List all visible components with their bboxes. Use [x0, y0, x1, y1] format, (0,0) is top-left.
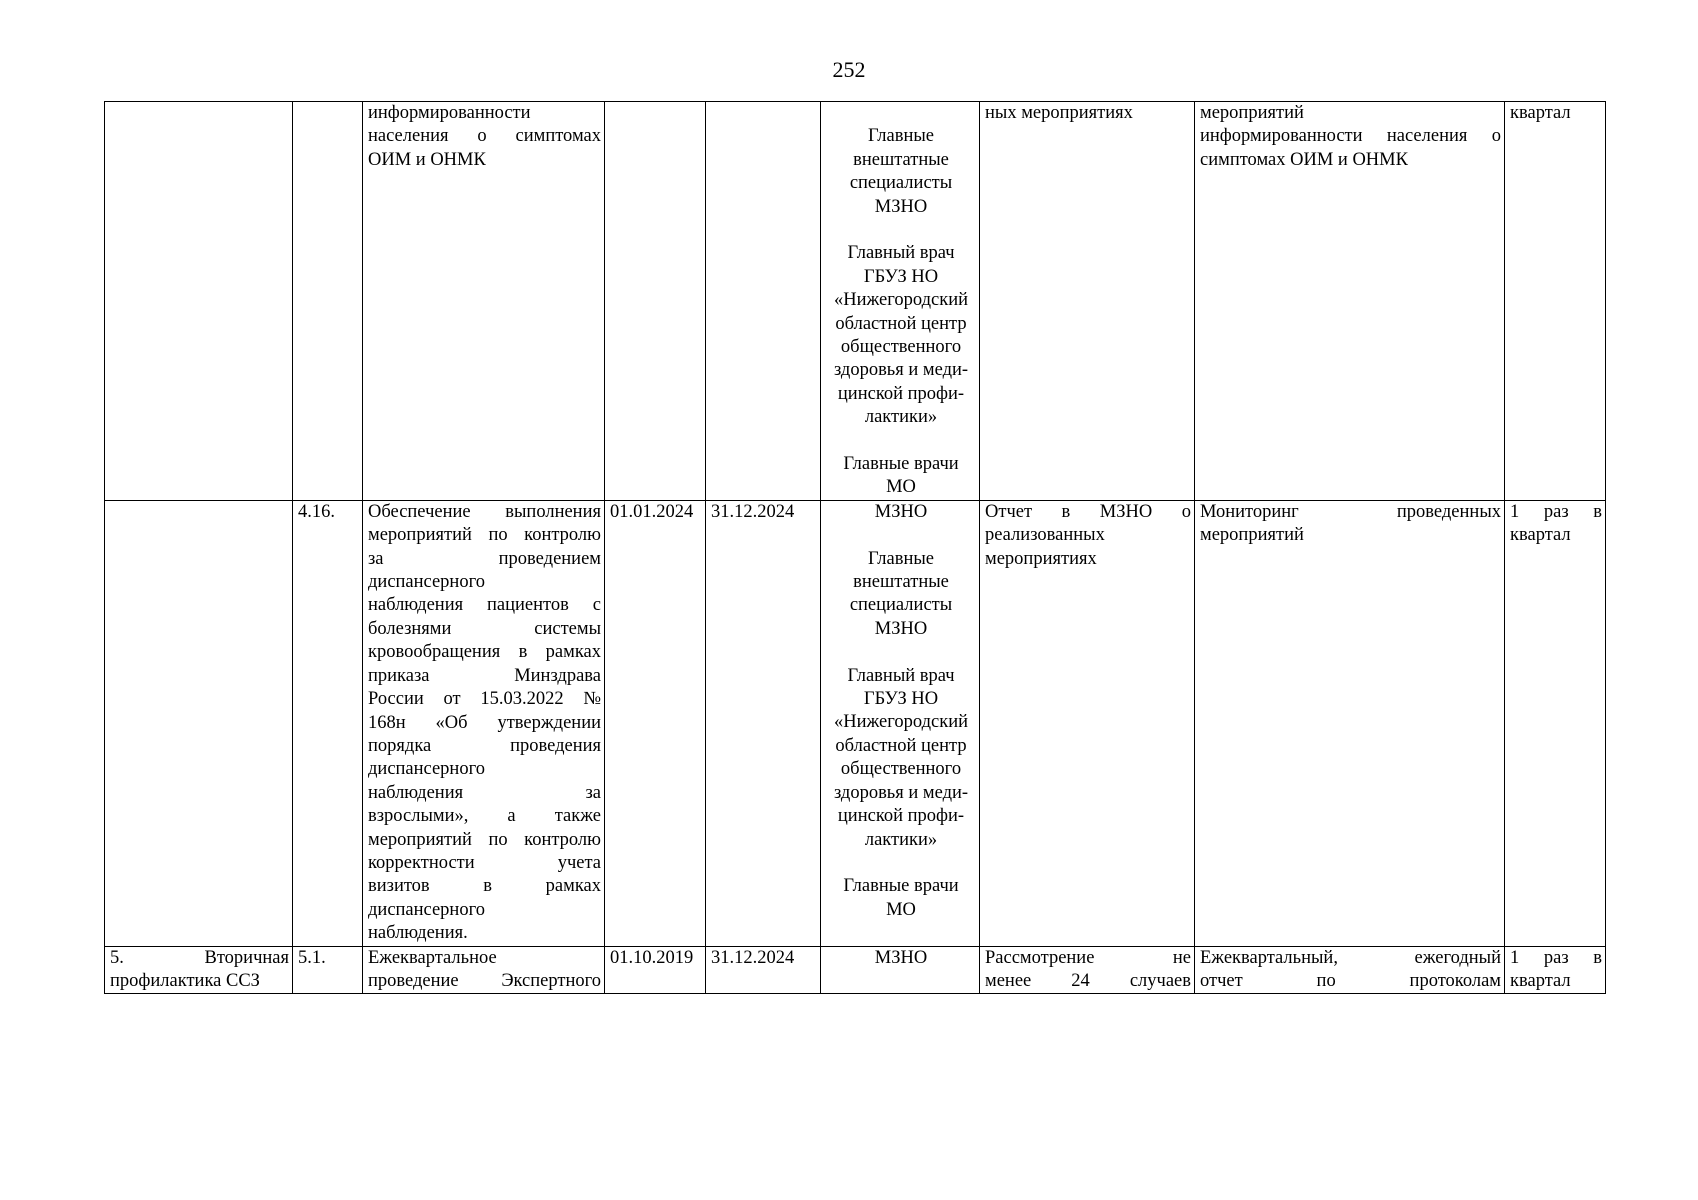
indicator-cell	[1195, 946, 1505, 994]
text-line	[826, 524, 976, 547]
start-date-cell: 01.10.2019	[605, 946, 706, 994]
text-line: симптомах ОИМ и ОНМК	[1200, 149, 1408, 170]
activity-cell	[363, 102, 605, 501]
text-line: взрослыми», а также	[368, 806, 601, 827]
text-line: диспансерного	[368, 899, 485, 920]
text-line: специалисты	[849, 595, 953, 616]
text-line: наблюдения за	[368, 782, 601, 803]
text-line: Главные	[867, 548, 935, 569]
text-line: за проведением	[368, 548, 601, 569]
text-line: наблюдения пациентов с	[368, 595, 601, 616]
text-line: Главные врачи	[843, 876, 959, 897]
text-line: МЗНО	[874, 196, 928, 217]
table-row	[105, 946, 1606, 994]
end-date-cell	[706, 102, 821, 501]
text-line: лактики»	[864, 407, 938, 428]
end-date-cell: 31.12.2024	[706, 946, 821, 994]
text-line: квартал	[1510, 103, 1571, 123]
text-line: внештатные	[853, 572, 949, 593]
text-line	[826, 430, 976, 453]
activity-cell	[363, 500, 605, 946]
text-line: квартал	[1510, 525, 1571, 546]
text-line: мероприятиях	[985, 548, 1097, 569]
text-line: МЗНО	[874, 618, 928, 639]
result-cell	[980, 500, 1195, 946]
result-cell	[980, 102, 1195, 501]
text-line: Ежеквартальный, ежегодный	[1200, 947, 1501, 968]
text-line: Главный врач	[847, 243, 955, 264]
text-line	[826, 102, 976, 125]
text-line: диспансерного	[368, 572, 485, 593]
text-line: порядка проведения	[368, 735, 601, 756]
frequency-cell	[1505, 102, 1606, 501]
end-date-cell: 31.12.2024	[706, 500, 821, 946]
plan-table	[104, 101, 1606, 994]
section-cell	[105, 500, 293, 946]
indicator-cell	[1195, 500, 1505, 946]
frequency-cell	[1505, 946, 1606, 994]
text-line: мероприятий	[1200, 103, 1304, 123]
text-line: Мониторинг проведенных	[1200, 501, 1501, 522]
text-line: болезнями системы	[368, 618, 601, 639]
responsible-cell	[821, 500, 980, 946]
text-line: отчет по протоколам	[1200, 970, 1501, 991]
text-line: ОИМ и ОНМК	[368, 149, 486, 170]
text-line: кровообращения в рамках	[368, 642, 601, 663]
text-line: областной центр	[835, 313, 967, 334]
text-line: мероприятий	[1200, 525, 1304, 546]
text-line: «Нижегородский	[833, 290, 969, 311]
text-line: 5. Вторичная	[110, 947, 289, 968]
text-line: «Нижегородский	[833, 712, 969, 733]
text-line: корректности учета	[368, 852, 601, 873]
text-line	[826, 852, 976, 875]
text-line: областной центр	[835, 735, 967, 756]
responsible-cell	[821, 946, 980, 994]
text-line: квартал	[1510, 970, 1571, 991]
text-line: Ежеквартальное	[368, 947, 497, 968]
table-row	[105, 102, 1606, 501]
text-line: МЗНО	[874, 947, 928, 968]
text-line: наблюдения.	[368, 923, 468, 944]
text-line: реализованных	[985, 525, 1105, 546]
text-line: Отчет в МЗНО о	[985, 501, 1191, 522]
text-line: специалисты	[849, 173, 953, 194]
text-line: МЗНО	[874, 501, 928, 522]
text-line: России от 15.03.2022 №	[368, 689, 601, 710]
section-cell	[105, 946, 293, 994]
text-line: МО	[886, 899, 916, 920]
text-line: профилактика ССЗ	[110, 970, 260, 991]
indicator-cell	[1195, 102, 1505, 501]
text-line: Главный врач	[847, 665, 955, 686]
text-line: Обеспечение выполнения	[368, 501, 601, 522]
page-number: 252	[832, 57, 866, 82]
text-line: проведение Экспертного	[368, 970, 601, 991]
responsible-cell	[821, 102, 980, 501]
text-line: диспансерного	[368, 759, 485, 780]
activity-cell	[363, 946, 605, 994]
text-line: мероприятий по контролю	[368, 829, 601, 850]
text-line: 1 раз в	[1510, 501, 1602, 522]
text-line: 168н «Об утверждении	[368, 712, 601, 733]
text-line: здоровья и меди-	[833, 360, 969, 381]
text-line: 1 раз в	[1510, 947, 1602, 968]
table-row	[105, 500, 1606, 946]
text-line: общественного	[840, 759, 962, 780]
text-line: ГБУЗ НО	[863, 266, 939, 287]
frequency-cell	[1505, 500, 1606, 946]
text-line: визитов в рамках	[368, 876, 601, 897]
start-date-cell: 01.01.2024	[605, 500, 706, 946]
text-line: приказа Минздрава	[368, 665, 601, 686]
text-line	[826, 641, 976, 664]
item-number-cell: 5.1.	[293, 946, 363, 994]
result-cell	[980, 946, 1195, 994]
text-line: информированности населения о	[1200, 126, 1501, 147]
text-line: здоровья и меди-	[833, 782, 969, 803]
text-line: внештатные	[853, 149, 949, 170]
text-line: мероприятий по контролю	[368, 525, 601, 546]
item-number-cell: 4.16.	[293, 500, 363, 946]
text-line: цинской профи-	[837, 383, 965, 404]
text-line: Главные врачи	[843, 454, 959, 475]
text-line	[826, 219, 976, 242]
text-line: МО	[886, 477, 916, 498]
text-line: ных мероприятиях	[985, 103, 1133, 123]
text-line: Главные	[867, 126, 935, 147]
text-line: цинской профи-	[837, 806, 965, 827]
text-line: населения о симптомах	[368, 126, 601, 147]
text-line: Рассмотрение не	[985, 947, 1191, 968]
text-line: лактики»	[864, 829, 938, 850]
text-line: ГБУЗ НО	[863, 689, 939, 710]
start-date-cell	[605, 102, 706, 501]
section-cell	[105, 102, 293, 501]
text-line: менее 24 случаев	[985, 970, 1191, 991]
text-line: общественного	[840, 337, 962, 358]
text-line: информированности	[368, 103, 531, 123]
item-number-cell	[293, 102, 363, 501]
